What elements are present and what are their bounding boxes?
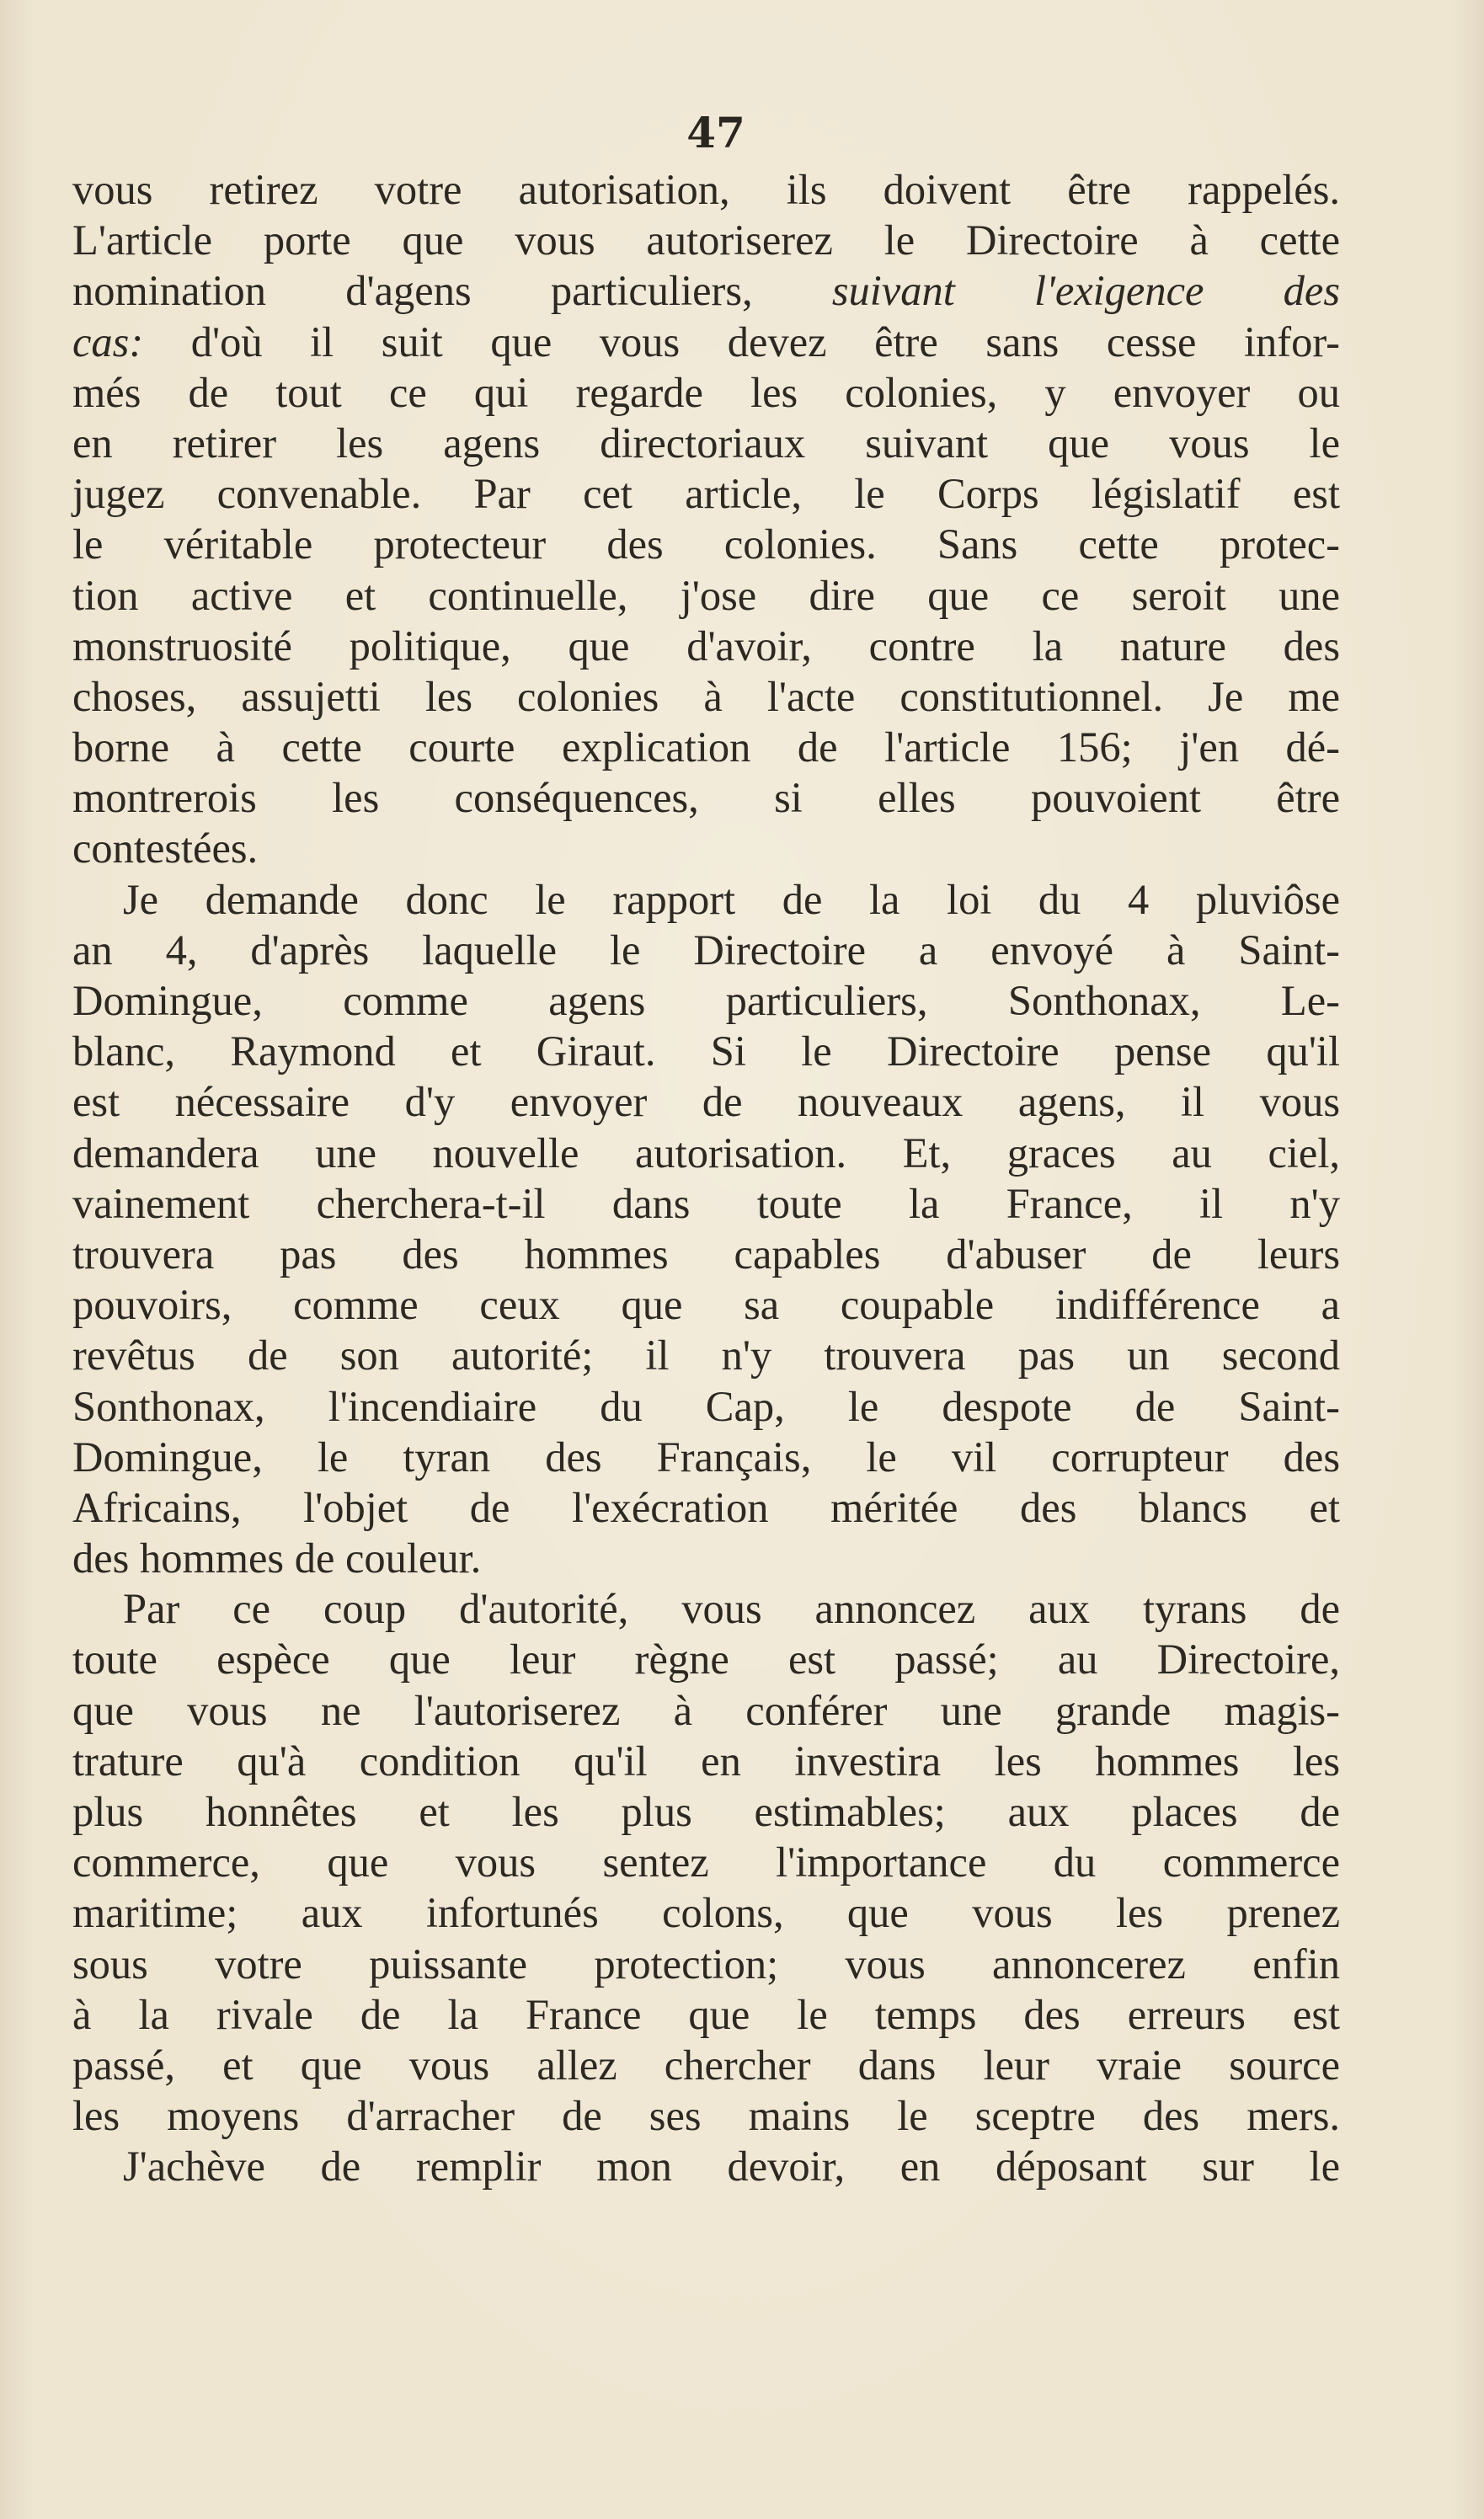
text-line: choses, assujetti les colonies à l'acte constitutionnel. Je me	[72, 672, 1340, 720]
text-line: contestées.	[72, 825, 259, 873]
text-line: les moyens d'arracher de ses mains le sceptre des mers.	[72, 2092, 1340, 2140]
text-line: revêtus de son autorité; il n'y trouvera pas un second	[72, 1332, 1340, 1380]
text-line: maritime; aux infortunés colons, que vous les prenez	[72, 1889, 1340, 1937]
text-line: des hommes de couleur.	[72, 1534, 482, 1582]
text-line: Domingue, le tyran des Français, le vil corrupteur des	[72, 1433, 1340, 1481]
text-line: que vous ne l'autoriserez à conférer une grande magis-	[72, 1686, 1340, 1734]
text-line: le véritable protecteur des colonies. Sans cette protec-	[72, 520, 1340, 568]
text-line: J'achève de remplir mon devoir, en déposant sur le	[123, 2143, 1340, 2191]
body-text	[72, 164, 1340, 2192]
text-line: an 4, d'après laquelle le Directoire a envoyé à Saint-	[72, 926, 1340, 974]
text-line: passé, et que vous allez chercher dans leur vraie source	[72, 2041, 1340, 2089]
text-line: borne à cette courte explication de l'article 156; j'en dé-	[72, 723, 1340, 771]
text-line	[72, 265, 1340, 316]
text-line: vous retirez votre autorisation, ils doivent être rappelés.	[72, 166, 1340, 213]
text-line: pouvoirs, comme ceux que sa coupable indifférence a	[72, 1281, 1340, 1329]
italic-segment: suivant l'exigence des	[831, 267, 1340, 315]
text-segment: nomination d'agens particuliers,	[72, 267, 832, 315]
text-line: en retirer les agens directoriaux suivant que vous le	[72, 419, 1340, 467]
text-line: trouvera pas des hommes capables d'abuser de leurs	[72, 1230, 1340, 1278]
text-line: Africains, l'objet de l'exécration méritée des blancs et	[72, 1483, 1340, 1531]
text-segment: d'où il suit que vous devez être sans cesse infor-	[143, 318, 1340, 366]
text-line: Je demande donc le rapport de la loi du 4 pluviôse	[123, 875, 1340, 923]
text-line	[72, 317, 1340, 367]
text-line: montrerois les conséquences, si elles pouvoient être	[72, 774, 1340, 822]
text-line: Domingue, comme agens particuliers, Sonthonax, Le-	[72, 977, 1340, 1024]
text-line: commerce, que vous sentez l'importance du commerce	[72, 1839, 1340, 1887]
text-line: blanc, Raymond et Giraut. Si le Directoire pense qu'il	[72, 1027, 1340, 1075]
text-line: à la rivale de la France que le temps des erreurs est	[72, 1990, 1340, 2038]
text-line: trature qu'à condition qu'il en investira les hommes les	[72, 1737, 1340, 1785]
text-line: demandera une nouvelle autorisation. Et, graces au ciel,	[72, 1129, 1340, 1177]
text-line: vainement cherchera-t-il dans toute la France, il n'y	[72, 1179, 1340, 1227]
text-line: plus honnêtes et les plus estimables; aux places de	[72, 1788, 1340, 1835]
text-line: Sonthonax, l'incendiaire du Cap, le despote de Saint-	[72, 1382, 1340, 1430]
text-line: est nécessaire d'y envoyer de nouveaux agens, il vous	[72, 1078, 1340, 1126]
text-line: tion active et continuelle, j'ose dire que ce seroit une	[72, 571, 1340, 619]
text-line: Par ce coup d'autorité, vous annoncez aux tyrans de	[123, 1585, 1340, 1633]
text-line: jugez convenable. Par cet article, le Corps législatif est	[72, 470, 1340, 518]
text-line: L'article porte que vous autoriserez le Directoire à cette	[72, 216, 1340, 264]
italic-segment: cas:	[72, 318, 144, 366]
text-line: monstruosité politique, que d'avoir, contre la nature des	[72, 622, 1340, 670]
text-line: sous votre puissante protection; vous annoncerez enfin	[72, 1940, 1340, 1988]
text-line: toute espèce que leur règne est passé; au Directoire,	[72, 1636, 1340, 1684]
text-line: més de tout ce qui regarde les colonies, y envoyer ou	[72, 368, 1340, 416]
page-number: 47	[686, 108, 745, 157]
